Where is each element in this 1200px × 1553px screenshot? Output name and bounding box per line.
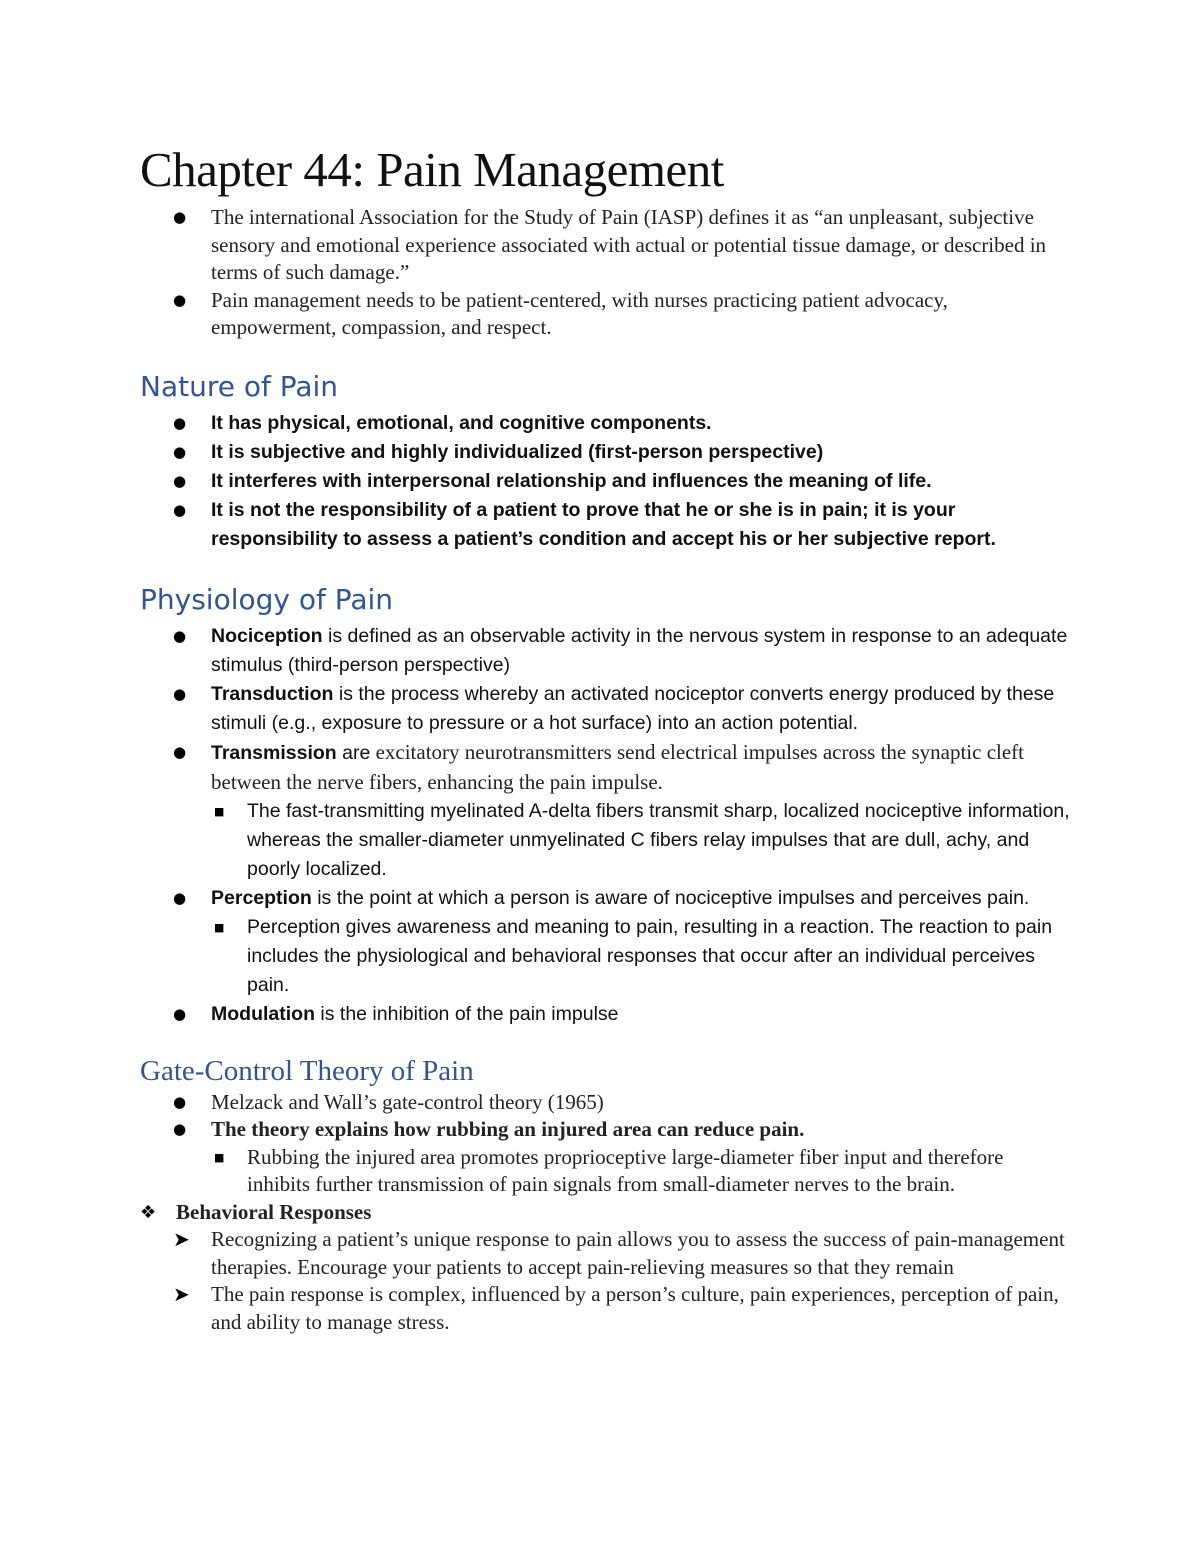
bullet-icon: ● — [173, 442, 187, 461]
sub-list-item — [140, 1144, 1070, 1199]
square-bullet-icon: ■ — [214, 920, 225, 934]
list-item — [140, 1116, 1070, 1144]
list-item — [140, 1089, 1070, 1117]
list-item — [140, 680, 1070, 738]
list-item-text: It is subjective and highly individualized (first-person perspective) — [211, 440, 824, 463]
list-item — [140, 409, 1070, 438]
list-item-text: is the point at which a person is aware of nociceptive impulses and perceives pain. — [311, 886, 1030, 909]
list-item — [140, 438, 1070, 467]
bullet-icon: ● — [173, 290, 187, 309]
nature-list — [140, 409, 1070, 554]
list-item-text: is defined as an observable activity in the nervous system in response to an adequate stimulus (third-person perspective) — [211, 624, 1068, 676]
list-item — [140, 467, 1070, 496]
bullet-icon: ● — [173, 413, 187, 432]
bullet-icon: ● — [173, 1004, 187, 1023]
diamond-list-item — [140, 1199, 1070, 1227]
term-perception: Perception — [211, 886, 312, 909]
list-item-text: is the inhibition of the pain impulse — [314, 1002, 619, 1025]
list-item-text: excitatory neurotransmitters send electrical impulses across the synaptic cleft between the nerve fibers, enhancing the pain impulse. — [211, 739, 1025, 794]
list-item-text: Melzack and Wall’s gate-control theory (1965) — [211, 1089, 604, 1114]
arrow-list-item — [140, 1281, 1070, 1336]
subsection-heading-behavioral: Behavioral Responses — [176, 1199, 372, 1224]
bullet-icon: ● — [173, 684, 187, 703]
list-item — [140, 884, 1070, 913]
list-item-text: It is not the responsibility of a patient to prove that he or she is in pain; it is your responsibility to assess a patient’s condition and accept his or her subjective report. — [211, 498, 996, 550]
term-transmission: Transmission — [211, 741, 337, 764]
gate-list — [140, 1089, 1070, 1199]
behavioral-list — [140, 1199, 1070, 1337]
list-item — [140, 204, 1070, 287]
square-bullet-icon: ■ — [214, 804, 225, 818]
list-item-text: The theory explains how rubbing an injured area can reduce pain. — [211, 1117, 805, 1141]
list-item — [140, 496, 1070, 554]
page-title: Chapter 44: Pain Management — [140, 142, 724, 197]
sub-list-item — [140, 913, 1070, 1000]
list-item-text: The fast-transmitting myelinated A-delta fibers transmit sharp, localized nociceptive information, whereas the smaller-diameter unmyelinated C fibers relay impulses that are dull, achy, and poorly localized. — [247, 799, 1070, 880]
list-item — [140, 738, 1070, 797]
bullet-icon: ● — [173, 471, 187, 490]
document-page — [140, 140, 1070, 1336]
bullet-icon: ● — [173, 888, 187, 907]
section-heading-physiology: Physiology of Pain — [140, 582, 394, 616]
list-item-text: Perception gives awareness and meaning to pain, resulting in a reaction. The reaction to pain includes the physiological and behavioral responses that occur after an individual perceives pain. — [247, 915, 1053, 996]
arrow-list-item — [140, 1226, 1070, 1281]
list-item-text: It interferes with interpersonal relationship and influences the meaning of life. — [211, 469, 932, 492]
list-item — [140, 622, 1070, 680]
bullet-icon: ● — [173, 742, 187, 761]
list-item-text: The international Association for the Study of Pain (IASP) defines it as “an unpleasant, subjective sensory and emotional experience associated with actual or potential tissue damage, or described in terms of such damage.” — [211, 205, 1047, 284]
term-modulation: Modulation — [211, 1002, 315, 1025]
list-item-text: is the process whereby an activated nociceptor converts energy produced by these stimuli (e.g., exposure to pressure or a hot surface) into an action potential. — [211, 682, 1055, 734]
bullet-icon: ● — [173, 208, 187, 226]
intro-list — [140, 204, 1070, 342]
bullet-icon: ● — [173, 1092, 187, 1111]
list-item-text: Recognizing a patient’s unique response to pain allows you to assess the success of pain-management therapies. Encourage your patients to accept pain-relieving measures so that they remain — [211, 1227, 1065, 1279]
arrow-icon: ➤ — [173, 1227, 190, 1251]
bullet-icon: ● — [173, 626, 187, 645]
section-heading-nature: Nature of Pain — [140, 369, 339, 403]
term-nociception: Nociception — [211, 624, 323, 647]
list-item — [140, 1000, 1070, 1029]
list-item — [140, 287, 1070, 342]
sub-list-item — [140, 797, 1070, 884]
section-heading-gate-control: Gate-Control Theory of Pain — [140, 1054, 474, 1087]
list-item-text: are — [336, 741, 371, 764]
term-transduction: Transduction — [211, 682, 334, 705]
list-item-text: Pain management needs to be patient-centered, with nurses practicing patient advocacy, empowerment, compassion, and respect. — [211, 287, 948, 339]
bullet-icon: ● — [173, 500, 187, 519]
square-bullet-icon: ■ — [214, 1150, 225, 1164]
physiology-list — [140, 622, 1070, 1029]
list-item-text: Rubbing the injured area promotes proprioceptive large-diameter fiber input and therefore inhibits further transmission of pain signals from small-diameter nerves to the brain. — [247, 1144, 1004, 1196]
bullet-icon: ● — [173, 1120, 187, 1138]
arrow-icon: ➤ — [173, 1282, 190, 1306]
diamond-icon: ❖ — [140, 1201, 157, 1223]
list-item-text: The pain response is complex, influenced by a person’s culture, pain experiences, perception of pain, and ability to manage stress. — [211, 1282, 1059, 1334]
list-item-text: It has physical, emotional, and cognitive components. — [211, 411, 712, 434]
